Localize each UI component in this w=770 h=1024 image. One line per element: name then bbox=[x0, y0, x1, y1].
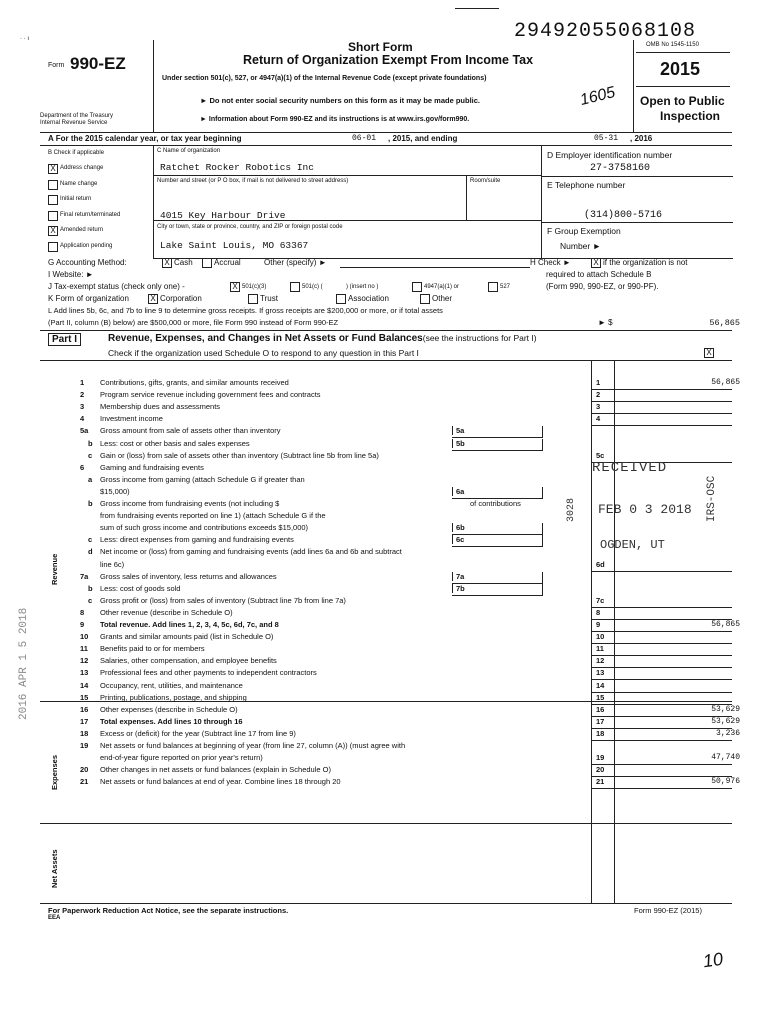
room-label: Room/suite bbox=[470, 178, 501, 184]
open-to-public: Open to Public bbox=[640, 94, 725, 108]
line-amount: 53,629 bbox=[711, 704, 740, 714]
sub-line-box: 7b bbox=[452, 584, 478, 593]
line-h-text3: (Form 990, 990-EZ, or 990-PF). bbox=[546, 282, 659, 291]
section-b-checkbox[interactable] bbox=[48, 242, 58, 252]
gross-receipts: 56,865 bbox=[709, 318, 740, 328]
line-description: Investment income bbox=[100, 414, 163, 424]
line-description: Grants and similar amounts paid (list in Schedule O) bbox=[100, 632, 274, 642]
line-box-number: 17 bbox=[596, 716, 605, 726]
eea-label: EEA bbox=[48, 915, 61, 921]
line-number: d bbox=[88, 547, 93, 557]
line-description: line 6c) bbox=[100, 559, 125, 569]
line-number: 8 bbox=[80, 607, 85, 617]
part1-line-row bbox=[0, 487, 770, 500]
line-number: 14 bbox=[80, 680, 89, 690]
section-b-checkbox[interactable]: X bbox=[48, 164, 58, 174]
line-number: 2 bbox=[80, 390, 85, 400]
c-left-rule bbox=[153, 145, 154, 259]
line-number: 6 bbox=[80, 462, 85, 472]
sub-line-entry-edge bbox=[542, 584, 543, 596]
line-number: b bbox=[88, 583, 93, 593]
subtitle: Under section 501(c), 527, or 4947(a)(1) of the Internal Revenue Code (except private foundations) bbox=[162, 75, 487, 82]
title-short-form: Short Form bbox=[348, 40, 413, 54]
section-b-checkbox[interactable] bbox=[48, 211, 58, 221]
accrual-checkbox[interactable] bbox=[202, 258, 212, 268]
line-k-label: K Form of organization bbox=[48, 294, 129, 303]
line-description: Net income or (loss) from gaming and fundraising events (add lines 6a and 6b and subtract bbox=[100, 547, 402, 557]
line-box-number: 11 bbox=[596, 644, 604, 654]
part1-line-row bbox=[0, 439, 770, 452]
line-description: Salaries, other compensation, and employee benefits bbox=[100, 656, 277, 666]
line-box-number: 21 bbox=[596, 777, 605, 787]
line-description: Total expenses. Add lines 10 through 16 bbox=[100, 716, 243, 726]
line-amount: 56,865 bbox=[711, 620, 740, 629]
sub-line-entry-edge bbox=[542, 439, 543, 451]
line-number: 15 bbox=[80, 692, 89, 702]
line-amount: 3,236 bbox=[715, 728, 740, 738]
section-b-item-label: Amended return bbox=[60, 227, 104, 234]
line-description: end-of-year figure reported on prior year's return) bbox=[100, 753, 263, 763]
line-description: Printing, publications, postage, and shipping bbox=[100, 692, 247, 702]
line-number: 4 bbox=[80, 414, 85, 424]
line-amount: 47,740 bbox=[711, 753, 740, 763]
website-label: I Website: ► bbox=[48, 270, 94, 279]
line-amount: 50,976 bbox=[711, 777, 740, 787]
line-number: 17 bbox=[80, 716, 89, 726]
part1-line-row bbox=[0, 596, 770, 609]
phone-label: E Telephone number bbox=[547, 180, 626, 190]
sub-line-entry-edge bbox=[542, 535, 543, 547]
header-divider-right bbox=[633, 40, 634, 132]
line-box-number: 6d bbox=[596, 559, 605, 569]
part1-line-row bbox=[0, 560, 770, 573]
527-label: 527 bbox=[500, 284, 511, 290]
form-reference: Form 990-EZ (2015) bbox=[634, 906, 702, 915]
part1-line-row bbox=[0, 765, 770, 778]
sub-line-box: 5b bbox=[452, 439, 478, 448]
part1-line-row bbox=[0, 753, 770, 766]
sub-line-box: 6c bbox=[452, 535, 478, 544]
line-description: Less: direct expenses from gaming and fundraising events bbox=[100, 535, 294, 545]
dln-number: 29492055068108 bbox=[514, 20, 697, 43]
schedule-b-checkbox[interactable]: X bbox=[591, 258, 601, 268]
line-amount: 53,629 bbox=[711, 716, 740, 726]
line-box-number: 19 bbox=[596, 753, 605, 763]
line-number: 3 bbox=[80, 402, 85, 412]
department-label: Department of the Treasury bbox=[40, 113, 114, 119]
line-number: 5a bbox=[80, 426, 89, 436]
insert-no-label: ) (insert no ) bbox=[346, 284, 379, 290]
line-box-number: 18 bbox=[596, 728, 605, 738]
c-right-rule bbox=[541, 145, 542, 259]
line-j-label: J Tax-exempt status (check only one) - bbox=[48, 282, 185, 291]
line-box-number: 14 bbox=[596, 680, 605, 690]
tax-year-begin: 06-01 bbox=[352, 134, 377, 143]
line-description: Other changes in net assets or fund balances (explain in Schedule O) bbox=[100, 765, 331, 775]
expenses-net-rule bbox=[40, 823, 732, 824]
corporation-label: Corporation bbox=[160, 294, 202, 303]
line-description: Excess or (deficit) for the year (Subtract line 17 from line 9) bbox=[100, 728, 296, 738]
stamp-code: 3028 bbox=[566, 497, 577, 522]
line-description: Gross amount from sale of assets other than inventory bbox=[100, 426, 281, 436]
line-l-text2: (Part II, column (B) below) are $500,000 or more, file Form 990 instead of Form 990-EZ bbox=[48, 318, 339, 327]
other-org-label: Other bbox=[432, 294, 453, 303]
part1-top-rule bbox=[40, 330, 732, 331]
city-label: City or town, state or province, country, and ZIP or foreign postal code bbox=[157, 224, 343, 230]
section-b-item-label: Address change bbox=[60, 165, 104, 171]
sub-line-entry-edge bbox=[542, 487, 543, 499]
form-prefix: Form bbox=[48, 62, 65, 69]
line-number: 13 bbox=[80, 668, 89, 678]
part1-line-row bbox=[0, 656, 770, 669]
line-description: Gross income from fundraising events (not including $ bbox=[100, 499, 280, 508]
line-amount: 56,865 bbox=[711, 378, 740, 387]
line-description: Gaming and fundraising events bbox=[100, 462, 204, 472]
info-line: ► Information about Form 990-EZ and its instructions is at www.irs.gov/form990. bbox=[200, 116, 470, 123]
cash-checkbox[interactable]: X bbox=[162, 258, 172, 268]
line-description: Contributions, gifts, grants, and similar amounts received bbox=[100, 378, 289, 387]
received-date-stamp: FEB 0 3 2018 bbox=[598, 502, 692, 517]
expenses-side-label: Expenses bbox=[50, 754, 59, 790]
part1-title: Revenue, Expenses, and Changes in Net Assets or Fund Balances(see the instructions for Part I) bbox=[108, 333, 537, 344]
ein-label: D Employer identification number bbox=[547, 150, 673, 160]
schedule-o-checkbox[interactable]: X bbox=[704, 348, 714, 358]
part1-line-row bbox=[0, 426, 770, 439]
line-a-bottom-rule bbox=[40, 145, 732, 146]
header-divider-left bbox=[153, 40, 154, 132]
line-number: 20 bbox=[80, 765, 89, 775]
line-description: Occupancy, rent, utilities, and maintenance bbox=[100, 680, 243, 690]
group-number-label: Number ► bbox=[560, 241, 602, 251]
line-number: 7a bbox=[80, 571, 89, 581]
part1-line-row bbox=[0, 741, 770, 754]
line-description: sum of such gross income and contributions exceeds $15,000) bbox=[100, 523, 309, 533]
ssn-warning: ► Do not enter social security numbers on this form as it may be made public. bbox=[200, 96, 480, 105]
line-box-number: 3 bbox=[596, 402, 601, 412]
org-name-label: C Name of organization bbox=[157, 148, 221, 154]
line-box-number: 4 bbox=[596, 414, 601, 424]
page-mark: 10 bbox=[701, 948, 725, 972]
received-stamp: RECEIVED bbox=[592, 460, 668, 476]
group-exemption-label: F Group Exemption bbox=[547, 226, 621, 236]
line-description: Gross income from gaming (attach Schedule G if greater than bbox=[100, 474, 305, 484]
part1-line-row bbox=[0, 390, 770, 403]
section-b-checkbox[interactable] bbox=[48, 195, 58, 205]
footer-rule bbox=[40, 903, 732, 904]
tax-year-end-year: , 2016 bbox=[630, 134, 653, 143]
part1-line-row bbox=[0, 378, 770, 391]
part1-line-row bbox=[0, 414, 770, 427]
part1-tag: Part I bbox=[48, 333, 81, 346]
corporation-checkbox[interactable]: X bbox=[148, 294, 158, 304]
501c3-label: 501(c)(3) bbox=[242, 284, 267, 290]
line-box-number: 15 bbox=[596, 692, 605, 702]
section-b-checkbox[interactable]: X bbox=[48, 226, 58, 236]
net-assets-side-label: Net Assets bbox=[50, 849, 59, 888]
line-description: Program service revenue including government fees and contracts bbox=[100, 390, 321, 400]
line-box-number: 8 bbox=[596, 607, 601, 617]
street-label: Number and street (or P O box, if mail is not delivered to street address) bbox=[157, 178, 349, 184]
line-g-label: G Accounting Method: bbox=[48, 258, 127, 267]
sub-line-entry-edge bbox=[542, 426, 543, 438]
line-h-text2: required to attach Schedule B bbox=[546, 270, 652, 279]
c-rule-2 bbox=[153, 220, 541, 221]
sub-line-entry-edge bbox=[542, 523, 543, 535]
line-number: 11 bbox=[80, 644, 88, 654]
d-rule bbox=[541, 176, 733, 177]
tax-year-end: 05-31 bbox=[594, 134, 619, 143]
501c-label: 501(c) ( bbox=[302, 284, 323, 290]
line-a-label: A For the 2015 calendar year, or tax year beginning bbox=[48, 134, 242, 143]
line-description: Total revenue. Add lines 1, 2, 3, 4, 5c, 6d, 7c, and 8 bbox=[100, 620, 279, 629]
line-number: c bbox=[88, 450, 93, 460]
sub-line-box: 6b bbox=[452, 523, 478, 532]
part1-line-row bbox=[0, 717, 770, 730]
other-org-checkbox[interactable] bbox=[420, 294, 430, 304]
section-b-checkbox[interactable] bbox=[48, 180, 58, 190]
part1-line-row bbox=[0, 681, 770, 694]
top-mark bbox=[455, 8, 499, 9]
line-h-label: H Check ► bbox=[530, 258, 571, 267]
part1-line-row bbox=[0, 777, 770, 790]
line-description: Gross profit or (loss) from sales of inventory (Subtract line 7b from line 7a) bbox=[100, 595, 346, 605]
irs-label: Internal Revenue Service bbox=[40, 120, 108, 126]
line-description: Gross sales of inventory, less returns and allowances bbox=[100, 571, 277, 581]
line-description: Less: cost of goods sold bbox=[100, 583, 181, 593]
ogden-stamp: OGDEN, UT bbox=[600, 538, 665, 552]
527-checkbox[interactable] bbox=[488, 282, 498, 292]
line-l-text1: L Add lines 5b, 6c, and 7b to line 9 to determine gross receipts. If gross receipts are $200,000 or more, or if total assets bbox=[48, 306, 443, 315]
year-line bbox=[636, 86, 730, 87]
org-name: Ratchet Rocker Robotics Inc bbox=[160, 162, 314, 173]
501c-checkbox[interactable] bbox=[290, 282, 300, 292]
line-description: Professional fees and other payments to independent contractors bbox=[100, 668, 317, 678]
paperwork-notice: For Paperwork Reduction Act Notice, see the separate instructions. bbox=[48, 906, 289, 915]
org-city: Lake Saint Louis, MO 63367 bbox=[160, 240, 309, 251]
line-number: 12 bbox=[80, 656, 89, 666]
trust-label: Trust bbox=[260, 294, 278, 303]
line-description: Benefits paid to or for members bbox=[100, 644, 205, 654]
part1-line-row bbox=[0, 644, 770, 657]
schedule-o-check-text: Check if the organization used Schedule O to respond to any question in this Part I bbox=[108, 348, 419, 358]
line-description: from fundraising events reported on line 1) (attach Schedule G if the bbox=[100, 511, 326, 521]
line-description: Net assets or fund balances at end of year. Combine lines 18 through 20 bbox=[100, 777, 341, 787]
line-box-number: 5c bbox=[596, 450, 605, 460]
line-amount-rule bbox=[591, 788, 732, 789]
other-method-label: Other (specify) ► bbox=[264, 258, 327, 267]
part1-line-row bbox=[0, 475, 770, 488]
line-box-number: 16 bbox=[596, 704, 605, 714]
side-date-stamp: 2016 APR 1 5 2018 bbox=[18, 607, 30, 720]
line-description: Less: cost or other basis and sales expenses bbox=[100, 438, 250, 448]
sub-line-box: 6a bbox=[452, 487, 478, 496]
tax-year: 2015 bbox=[660, 59, 701, 79]
part1-header-rule bbox=[40, 360, 732, 361]
line-box-number: 9 bbox=[596, 620, 601, 629]
other-method-line bbox=[340, 267, 530, 268]
line-number: c bbox=[88, 535, 93, 545]
part1-line-row bbox=[0, 523, 770, 536]
sub-line-entry-edge bbox=[542, 572, 543, 584]
section-b-item-label: Final return/terminated bbox=[60, 211, 121, 218]
section-b-item-label: Application pending bbox=[60, 243, 113, 249]
line-number: b bbox=[88, 499, 93, 508]
accrual-label: Accrual bbox=[214, 258, 241, 267]
line-number: c bbox=[88, 595, 93, 605]
ein-value: 27-3758160 bbox=[590, 163, 651, 174]
omb-line bbox=[636, 52, 730, 53]
section-b-label: B Check if applicable bbox=[48, 150, 105, 156]
line-number: 10 bbox=[80, 632, 89, 642]
part1-line-row bbox=[0, 620, 770, 633]
part1-line-row bbox=[0, 705, 770, 718]
line-number: 1 bbox=[80, 378, 85, 387]
line-description: Gain or (loss) from sale of assets other than inventory (Subtract line 5b from line 5a) bbox=[100, 450, 379, 460]
part1-line-row bbox=[0, 402, 770, 415]
irs-osc-stamp: IRS-OSC bbox=[706, 475, 718, 522]
part1-line-row bbox=[0, 668, 770, 681]
part1-line-row bbox=[0, 632, 770, 645]
sub-line-box: 7a bbox=[452, 572, 478, 581]
line-box-number: 20 bbox=[596, 765, 605, 775]
line-description: Other revenue (describe in Schedule O) bbox=[100, 607, 233, 617]
line-number: b bbox=[88, 438, 93, 448]
revenue-side-label: Revenue bbox=[50, 553, 59, 585]
line-box-number: 7c bbox=[596, 595, 605, 605]
line-h-text1: if the organization is not bbox=[603, 258, 688, 267]
line-box-number: 12 bbox=[596, 656, 605, 666]
association-label: Association bbox=[348, 294, 389, 303]
501c3-checkbox[interactable]: X bbox=[230, 282, 240, 292]
section-b-item-label: Initial return bbox=[60, 196, 92, 203]
part1-line-row bbox=[0, 693, 770, 706]
corner-marks: · · ı bbox=[20, 36, 29, 42]
line-description: $15,000) bbox=[100, 486, 130, 496]
trust-checkbox[interactable] bbox=[248, 294, 258, 304]
line-description-suffix: of contributions bbox=[470, 499, 521, 508]
title-main: Return of Organization Exempt From Income Tax bbox=[243, 53, 534, 67]
sub-line-box: 5a bbox=[452, 426, 478, 435]
room-divider bbox=[466, 175, 467, 220]
omb-number: OMB No 1545-1150 bbox=[646, 42, 699, 48]
form-number: 990-EZ bbox=[70, 54, 126, 73]
part1-line-row bbox=[0, 729, 770, 742]
handwritten-code: 1605 bbox=[578, 83, 618, 110]
c-rule-1 bbox=[153, 175, 541, 176]
line-number: 19 bbox=[80, 741, 89, 750]
line-a-mid: , 2015, and ending bbox=[388, 134, 458, 143]
line-box-number: 13 bbox=[596, 668, 605, 678]
line-description: Membership dues and assessments bbox=[100, 402, 221, 412]
line-number: 16 bbox=[80, 704, 89, 714]
part1-line-row bbox=[0, 584, 770, 597]
4947-checkbox[interactable] bbox=[412, 282, 422, 292]
org-street: 4015 Key Harbour Drive bbox=[160, 210, 286, 221]
line-description: Other expenses (describe in Schedule O) bbox=[100, 704, 238, 714]
line-number: 9 bbox=[80, 620, 85, 629]
line-number: 18 bbox=[80, 728, 89, 738]
inspection-label: Inspection bbox=[660, 109, 721, 123]
line-description: Net assets or fund balances at beginning of year (from line 27, column (A)) (must agree with bbox=[100, 741, 406, 750]
line-box-number: 1 bbox=[596, 378, 601, 387]
cash-label: Cash bbox=[174, 258, 193, 267]
line-a-top-rule bbox=[40, 132, 732, 133]
line-box-number: 2 bbox=[596, 390, 601, 400]
e-rule bbox=[541, 222, 733, 223]
line-number: 21 bbox=[80, 777, 89, 787]
line-number: a bbox=[88, 474, 93, 484]
part1-line-row bbox=[0, 572, 770, 585]
4947-label: 4947(a)(1) or bbox=[424, 284, 460, 290]
association-checkbox[interactable] bbox=[336, 294, 346, 304]
section-b-item-label: Name change bbox=[60, 180, 98, 187]
part1-line-row bbox=[0, 608, 770, 621]
line-box-number: 10 bbox=[596, 632, 605, 642]
line-l-arrow: ► $ bbox=[598, 318, 613, 327]
phone-value: (314)800-5716 bbox=[584, 210, 663, 221]
